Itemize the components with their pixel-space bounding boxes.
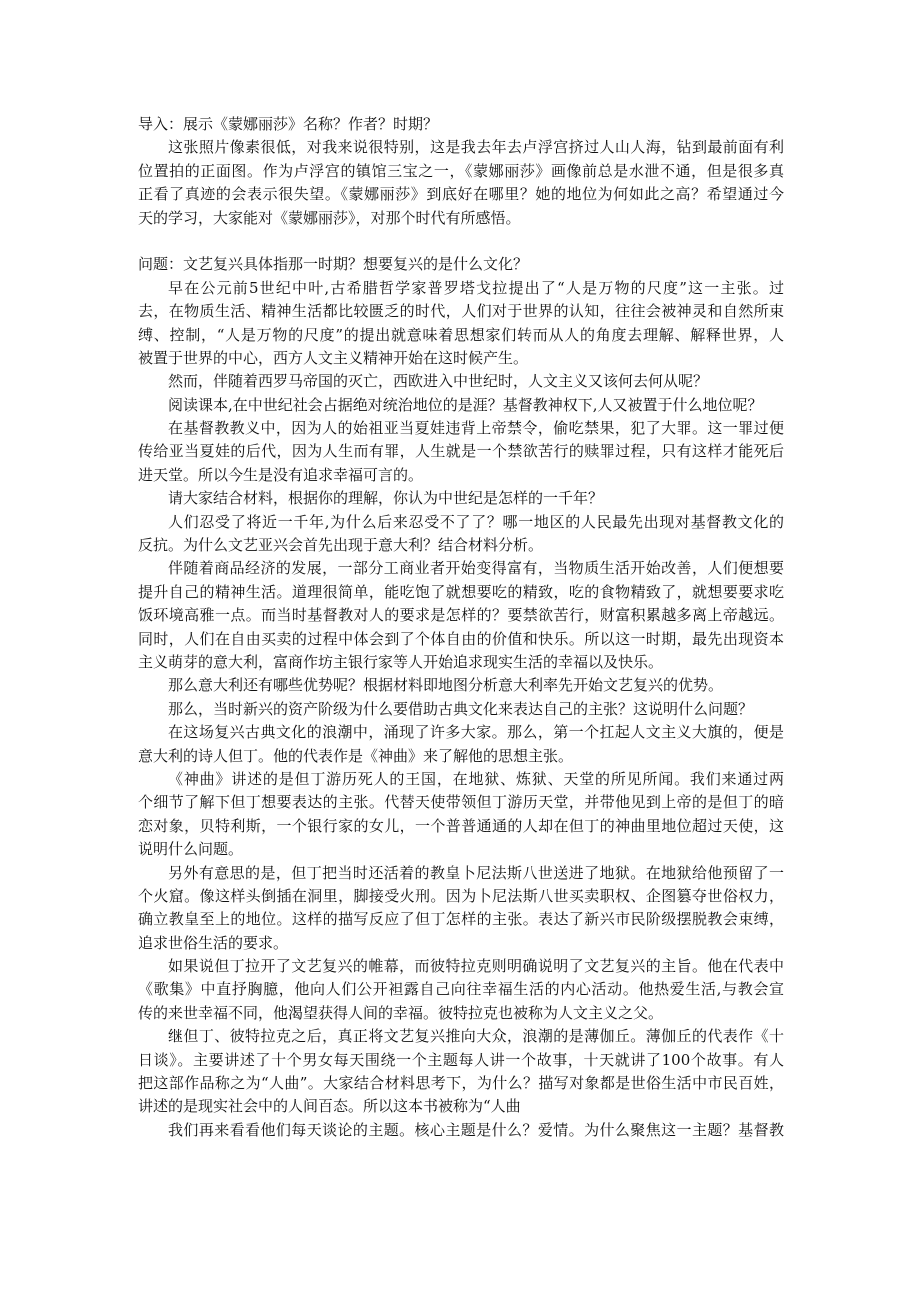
text-line: 饭环境高雅一点。而当时基督教对人的要求是怎样的？要禁欲苦行，财富积累越多离上帝越远。 — [138, 606, 784, 625]
text-line: 缚、控制，“人是万物的尺度”的提出就意味着思想家们转而从人的角度去理解、解释世界，人 — [138, 325, 784, 344]
paragraph-why — [138, 511, 784, 558]
text-line: 恋对象，贝特利斯，一个银行家的女儿，一个普普通通的人却在但丁的神曲里地位超过天使，这 — [138, 816, 784, 835]
paragraph-petrarch — [138, 955, 784, 1025]
paragraph-dante-intro — [138, 721, 784, 768]
text-line: 正看了真迹的会表示很失望。《蒙娜丽莎》到底好在哪里？她的地位为何如此之高？希望通过今 — [138, 185, 784, 204]
text-line: 天的学习，大家能对《蒙娜丽莎》，对那个时代有所感悟。 — [138, 208, 521, 227]
paragraph-boccaccio — [138, 1025, 784, 1119]
paragraph-pope — [138, 862, 784, 956]
text-line: 意大利的诗人但丁。他的代表作是《神曲》来了解他的思想主张。 — [138, 746, 574, 765]
text-line: 确立教皇至上的地位。这样的描写反应了但丁怎样的主张。表达了新兴市民阶级摆脱教会束缚， — [138, 910, 784, 929]
text-line: 去，在物质生活、精神生活都比较匮乏的时代，人们对于世界的认知，往往会被神灵和自然所束 — [138, 302, 784, 321]
text-line: 讲述的是现实社会中的人间百态。所以这本书被称为“人曲 — [138, 1097, 521, 1116]
text-line: 人们忍受了将近一千年,为什么后来忍受不了了？哪一地区的人民最先出现对基督教文化的 — [168, 512, 784, 531]
text-line: 个火窟。像这样头倒插在洞里，脚接受火刑。因为卜尼法斯八世买卖职权、企图篡夺世俗权力， — [138, 886, 784, 905]
text-line: 反抗。为什么文艺亚兴会首先出现于意大利？结合材料分析。 — [138, 536, 544, 555]
text-line: 被置于世界的中心，西方人文主义精神开始在这时候产生。 — [138, 348, 529, 367]
text-line: 把这部作品称之为“人曲”。大家结合材料思考下，为什么？描写对象都是世俗生活中市民百姓， — [138, 1074, 784, 1093]
paragraph-love: 我们再来看看他们每天谈论的主题。核心主题是什么？爱情。为什么聚焦这一主题？基督教 — [168, 1120, 784, 1139]
paragraph-middle-ages: 请大家结合材料，根据你的理解，你认为中世纪是怎样的一千年？ — [168, 489, 604, 508]
text-line: 《歌集》中直抒胸臆，他向人们公开袒露自己向往幸福生活的内心活动。他热爱生活,与教会宣 — [138, 980, 784, 999]
text-line: 追求世俗生活的要求。 — [138, 933, 289, 952]
text-line: 传的来世幸福不同，他渴望获得人间的幸福。彼特拉克也被称为人文主义之父。 — [138, 1003, 664, 1022]
text-line: 个细节了解下但丁想要表达的主张。代替天使带领但丁游历天堂，并带他见到上帝的是但丁的暗 — [138, 793, 784, 812]
text-line: 进天堂。所以今生是没有追求幸福可言的。 — [138, 465, 424, 484]
text-line: 在这场复兴古典文化的浪潮中，涌现了许多大家。那么，第一个扛起人文主义大旗的，便是 — [168, 723, 784, 742]
text-line: 提升自己的精神生活。道理很简单，能吃饱了就想要吃的精致，吃的食物精致了，就想要要求吃 — [138, 582, 784, 601]
text-line: 这张照片像素很低，对我来说很特别，这是我去年去卢浮宫挤过人山人海，钻到最前面有利 — [168, 138, 784, 157]
paragraph-bourgeois: 那么，当时新兴的资产阶级为什么要借助古典文化来表达自己的主张？这说明什么问题？ — [168, 699, 754, 718]
text-line: 传给亚当夏娃的后代，因为人生而有罪，人生就是一个禁欲苦行的赎罪过程，只有这样才能死后 — [138, 442, 784, 461]
text-line: 同时，人们在自由买卖的过程中体会到了个体自由的价值和快乐。所以这一时期，最先出现资本 — [138, 629, 784, 648]
question-heading: 问题：文艺复兴具体指那一时期？想要复兴的是什么文化？ — [138, 255, 529, 274]
text-line: 伴随着商品经济的发展，一部分工商业者开始变得富有，当物质生活开始改善，人们便想要 — [168, 559, 784, 578]
text-line: 位置拍的正面图。作为卢浮宫的镇馆三宝之一，《蒙娜丽莎》画像前总是水泄不通，但是很多真 — [138, 161, 784, 180]
text-line: 继但丁、彼特拉克之后，真正将文艺复兴推向大众，浪潮的是薄伽丘。薄伽丘的代表作《十 — [168, 1027, 784, 1046]
text-line: 说明什么问题。 — [138, 840, 244, 859]
paragraph-sin — [138, 417, 784, 487]
paragraph-economy — [138, 557, 784, 674]
intro-paragraph — [138, 136, 784, 230]
paragraph-read: 阅读课本,在中世纪社会占据绝对统治地位的是涯？基督教神权下,人又被置于什么地位呢？ — [168, 395, 763, 414]
intro-heading: 导入：展示《蒙娜丽莎》名称？作者？时期？ — [138, 115, 439, 133]
paragraph-protagoras — [138, 277, 784, 371]
text-line: 《神曲》讲述的是但丁游历死人的王国，在地狱、炼狱、天堂的所见所闻。我们来通过两 — [168, 769, 784, 788]
paragraph-advantages: 那么意大利还有哪些优势呢？根据材料即地图分析意大利率先开始文艺复兴的优势。 — [168, 676, 724, 695]
text-line: 另外有意思的是，但丁把当时还活着的教皇卜尼法斯八世送进了地狱。在地狱给他预留了一 — [168, 863, 784, 882]
text-line: 如果说但丁拉开了文艺复兴的帷幕，而彼特拉克则明确说明了文艺复兴的主旨。他在代表中 — [168, 957, 784, 976]
text-line: 主义萌芽的意大利，富商作坊主银行家等人开始追求现实生活的幸福以及快乐。 — [138, 652, 664, 671]
blank-line — [138, 230, 784, 253]
text-line: 在基督教教义中，因为人的始祖亚当夏娃违背上帝禁令，偷吃禁果，犯了大罪。这一罪过便 — [168, 419, 784, 438]
text-line: 日谈》。主要讲述了十个男女每天围绕一个主题每人讲一个故事，十天就讲了100个故事。有人 — [138, 1050, 784, 1069]
paragraph-divine-comedy — [138, 768, 784, 862]
text-line: 早在公元前5世纪中叶,古希腊哲学家普罗塔戈拉提出了“人是万物的尺度”这一主张。过 — [168, 278, 784, 297]
paragraph-rome: 然而，伴随着西罗马帝国的灭亡，西欧进入中世纪时，人文主义又该何去何从呢？ — [168, 372, 709, 391]
document-page — [138, 113, 784, 1142]
